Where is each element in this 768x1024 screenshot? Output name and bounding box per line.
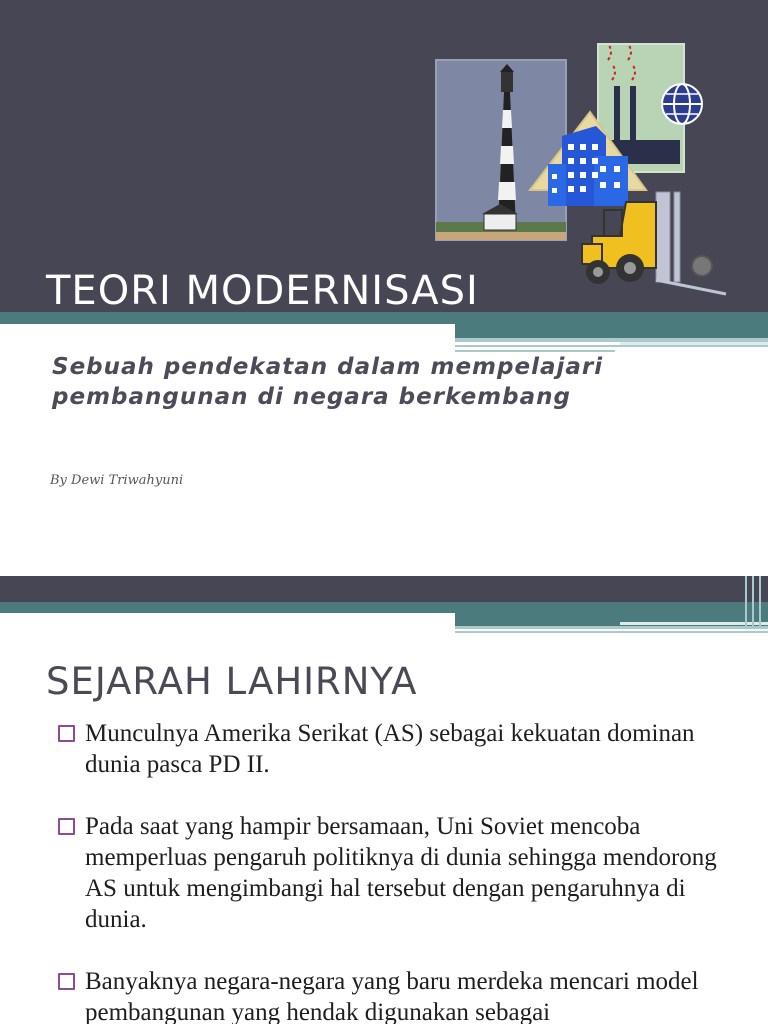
light-stripe bbox=[455, 626, 768, 629]
bullet-list bbox=[56, 718, 746, 1024]
forklift-icon bbox=[582, 192, 726, 294]
checkbox-bullet-icon bbox=[58, 818, 75, 835]
teal-stripe-right bbox=[455, 324, 768, 338]
bullet-text: Pada saat yang hampir bersamaan, Uni Soviet mencoba memperluas pengaruh politiknya di dunia sehingga mendorong AS untuk mengimbangi hal tersebut dengan pengaruhnya di dunia. bbox=[85, 813, 717, 933]
bullet-text: Banyaknya negara-negara yang baru merdeka mencari model pembangunan yang hendak digunakan sebagai bbox=[85, 968, 699, 1024]
light-stripe bbox=[745, 576, 747, 626]
light-stripe bbox=[455, 345, 768, 347]
slide-title: SEJARAH LAHIRNYA bbox=[46, 660, 418, 703]
list-item bbox=[56, 718, 746, 780]
content-slide bbox=[0, 576, 768, 1024]
lighthouse-icon bbox=[436, 60, 566, 240]
slide-title: TEORI MODERNISASI bbox=[46, 268, 479, 314]
list-item bbox=[56, 811, 746, 935]
author-credit: By Dewi Triwahyuni bbox=[50, 473, 184, 488]
light-stripe bbox=[620, 342, 768, 345]
bullet-text: Munculnya Amerika Serikat (AS) sebagai kekuatan dominan dunia pasca PD II. bbox=[85, 720, 695, 778]
light-stripe bbox=[752, 576, 754, 626]
teal-stripe bbox=[0, 602, 768, 613]
globe-icon bbox=[662, 84, 702, 124]
slide-subtitle: Sebuah pendekatan dalam mempelajari pembangunan di negara berkembang bbox=[52, 354, 604, 410]
checkbox-bullet-icon bbox=[58, 725, 75, 742]
light-stripe bbox=[455, 631, 768, 633]
clipart-illustration bbox=[430, 40, 740, 300]
light-stripe bbox=[759, 576, 761, 626]
list-item bbox=[56, 966, 746, 1024]
checkbox-bullet-icon bbox=[58, 973, 75, 990]
header-band bbox=[0, 576, 768, 602]
